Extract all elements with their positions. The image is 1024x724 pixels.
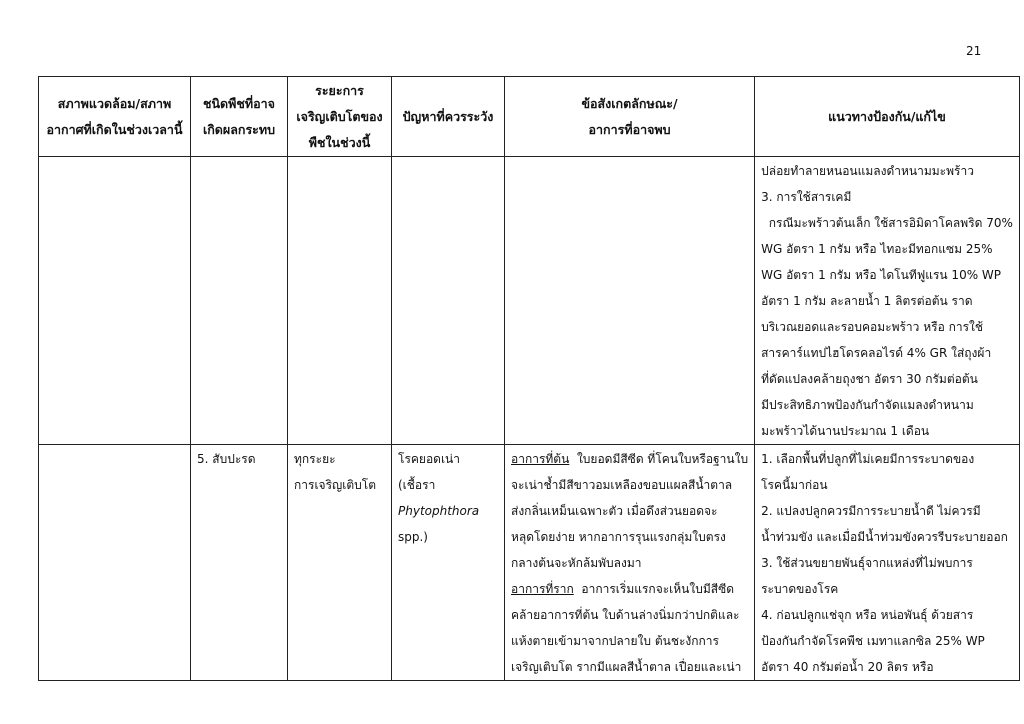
header-symptom-line: ข้อสังเกตลักษณะ/ (581, 95, 678, 111)
page-number: 21 (966, 44, 982, 58)
prevention-line: บริเวณยอดและรอบคอมะพร้าว หรือ การใช้ (761, 320, 984, 334)
row2-stage-cell (288, 445, 392, 681)
header-crop (191, 77, 288, 157)
header-problem (392, 77, 505, 157)
problem-pathogen-genus: Phytophthora (398, 504, 480, 518)
header-growth-stage-line: พืชในช่วงนี้ (308, 134, 371, 150)
row2-prevention-cell (755, 445, 1020, 681)
header-symptom-line: อาการที่อาจพบ (588, 121, 671, 137)
header-crop-line: เกิดผลกระทบ (202, 121, 276, 137)
header-symptom (505, 77, 755, 157)
prevention-line: กรณีมะพร้าวต้นเล็ก ใช้สารอิมิดาโคลพริด 70% (761, 216, 1013, 230)
row2-problem-cell (392, 445, 505, 681)
header-prevention (755, 77, 1020, 157)
prevention-line: WG อัตรา 1 กรัม หรือ ไทอะมีทอกแซม 25% (761, 242, 993, 256)
prevention-line: มีประสิทธิภาพป้องกันกำจัดแมลงดำหนาม (761, 398, 974, 412)
problem-line: โรคยอดเน่า (398, 452, 460, 466)
row2-crop-cell (191, 445, 288, 681)
symptom-line: กลางต้นจะหักล้มพับลงมา (511, 556, 642, 570)
prevention-line: อัตรา 40 กรัมต่อน้ำ 20 ลิตร หรือ (761, 660, 934, 674)
symptom-line: คล้ายอาการที่ต้น ใบด้านล่างนิ่มกว่าปกติและ (511, 608, 740, 622)
row2-symptom-cell (505, 445, 755, 681)
row2-environment-cell (39, 445, 191, 681)
table-row (39, 445, 1020, 681)
symptom-line: ส่งกลิ่นเหม็นเฉพาะตัว เมื่อดึงส่วนยอดจะ (511, 504, 718, 518)
header-growth-stage (288, 77, 392, 157)
row1-prevention-cell (755, 157, 1020, 445)
growth-stage-line: ทุกระยะ (294, 452, 336, 466)
symptom-root-label: อาการที่ราก (511, 582, 574, 596)
pest-management-table (38, 76, 1020, 681)
header-growth-stage-line: เจริญเติบโตของ (296, 108, 383, 124)
prevention-line: ป้องกันกำจัดโรคพืช เมทาแลกซิล 25% WP (761, 634, 985, 648)
prevention-line: 4. ก่อนปลูกแช่จุก หรือ หน่อพันธุ์ ด้วยสาร (761, 608, 974, 622)
row1-stage-cell (288, 157, 392, 445)
prevention-line: สารคาร์แทปไฮโดรคลอไรด์ 4% GR ใส่ถุงผ้า (761, 346, 992, 360)
row1-symptom-cell (505, 157, 755, 445)
header-problem-line: ปัญหาที่ควรระวัง (402, 108, 494, 124)
prevention-line: ปล่อยทำลายหนอนแมลงดำหนามมะพร้าว (761, 164, 974, 178)
crop-name: 5. สับปะรด (197, 452, 256, 466)
prevention-line: อัตรา 1 กรัม ละลายน้ำ 1 ลิตรต่อต้น ราด (761, 294, 973, 308)
header-row (39, 77, 1020, 157)
row1-problem-cell (392, 157, 505, 445)
prevention-line: ระบาดของโรค (761, 582, 839, 596)
symptom-stem-label: อาการที่ต้น (511, 452, 570, 466)
symptom-line: เจริญเติบโต รากมีแผลสีน้ำตาล เปื่อยและเน่า (511, 660, 742, 674)
prevention-line: WG อัตรา 1 กรัม หรือ ไดโนทีฟูแรน 10% WP (761, 268, 1002, 282)
prevention-line: 3. ใช้ส่วนขยายพันธุ์จากแหล่งที่ไม่พบการ (761, 556, 973, 570)
prevention-line: 2. แปลงปลูกควรมีการระบายน้ำดี ไม่ควรมี (761, 504, 981, 518)
symptom-line: จะเน่าช้ำมีสีขาวอมเหลืองขอบแผลสีน้ำตาล (511, 478, 733, 492)
header-growth-stage-line: ระยะการ (315, 82, 364, 98)
header-environment-line: สภาพแวดล้อม/สภาพ (57, 95, 172, 111)
prevention-line: ที่ดัดแปลงคล้ายถุงชา อัตรา 30 กรัมต่อต้น (761, 372, 978, 386)
table-row (39, 157, 1020, 445)
header-crop-line: ชนิดพืชที่อาจ (203, 95, 275, 111)
header-prevention-line: แนวทางป้องกัน/แก้ไข (828, 108, 946, 124)
prevention-line: น้ำท่วมขัง และเมื่อมีน้ำท่วมขังควรรีบระบายออก (761, 530, 1008, 544)
header-environment-line: อากาศที่เกิดในช่วงเวลานี้ (46, 121, 183, 137)
symptom-root-text: อาการเริ่มแรกจะเห็นใบมีสีซีด (573, 582, 735, 596)
symptom-line: แห้งตายเข้ามาจากปลายใบ ต้นชะงักการ (511, 634, 719, 648)
row1-crop-cell (191, 157, 288, 445)
symptom-stem-text: ใบยอดมีสีซีด ที่โคนใบหรือฐานใบ (569, 452, 749, 466)
prevention-line: โรคนี้มาก่อน (761, 478, 828, 492)
problem-line: (เชื้อรา (398, 478, 436, 492)
row1-environment-cell (39, 157, 191, 445)
problem-line: spp.) (398, 530, 428, 544)
prevention-line: 1. เลือกพื้นที่ปลูกที่ไม่เคยมีการระบาดของ (761, 452, 975, 466)
growth-stage-line: การเจริญเติบโต (294, 478, 377, 492)
prevention-line: 3. การใช้สารเคมี (761, 190, 852, 204)
header-environment (39, 77, 191, 157)
symptom-root-first-line (511, 576, 748, 602)
prevention-line: มะพร้าวได้นานประมาณ 1 เดือน (761, 424, 930, 438)
symptom-line: หลุดโดยง่าย หากอาการรุนแรงกลุ่มใบตรง (511, 530, 726, 544)
symptom-stem-first-line (511, 446, 748, 472)
